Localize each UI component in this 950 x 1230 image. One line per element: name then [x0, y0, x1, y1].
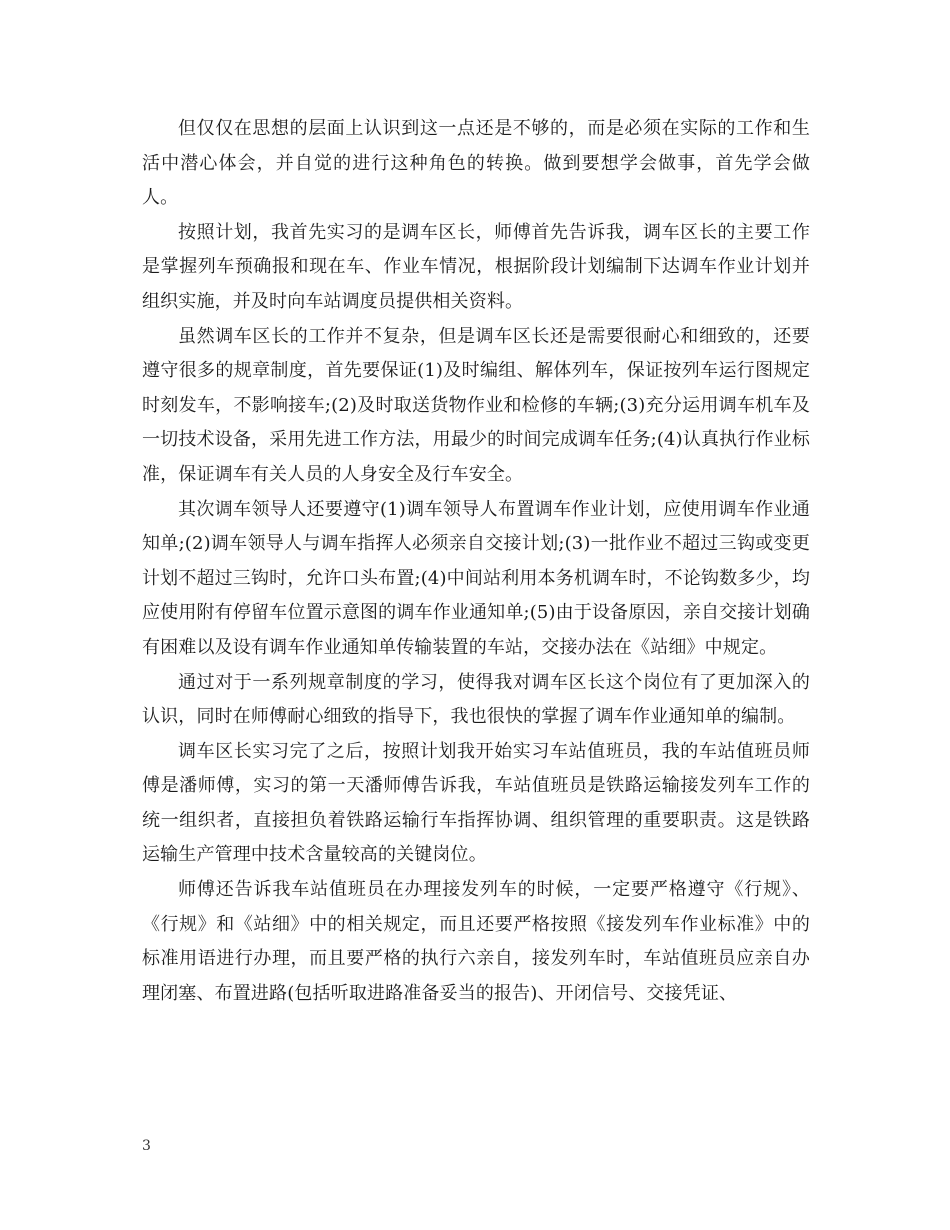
paragraph-6: 调车区长实习完了之后，按照计划我开始实习车站值班员，我的车站值班员师傅是潘师傅，实习的第一天潘师傅告诉我，车站值班员是铁路运输接发列车工作的统一组织者，直接担负着铁路运输行车指挥协调、组织管理的重要职责。这是铁路运输生产管理中技术含量较高的关键岗位。	[142, 740, 810, 866]
paragraph-1: 但仅仅在思想的层面上认识到这一点还是不够的，而是必须在实际的工作和生活中潜心体会，并自觉的进行这种角色的转换。做到要想学会做事，首先学会做人。	[142, 118, 810, 209]
paragraph-5: 通过对于一系列规章制度的学习，使得我对调车区长这个岗位有了更加深入的认识，同时在师傅耐心细致的指导下，我也很快的掌握了调车作业通知单的编制。	[142, 671, 810, 728]
document-body	[142, 112, 810, 1011]
paragraph-7: 师傅还告诉我车站值班员在办理接发列车的时候，一定要严格遵守《行规》、《行规》和《站细》中的相关规定，而且还要严格按照《接发列车作业标准》中的标准用语进行办理，而且要严格的执行六亲自，接发列车时，车站值班员应亲自办理闭塞、布置进路(包括听取进路准备妥当的报告)、开闭信号、交接凭证、	[142, 879, 810, 1004]
paragraph-4: 其次调车领导人还要遵守(1)调车领导人布置调车作业计划，应使用调车作业通知单;(2)调车领导人与调车指挥人必须亲自交接计划;(3)一批作业不超过三钩或变更计划不超过三钩时，允许口头布置;(4)中间站利用本务机调车时，不论钩数多少，均应使用附有停留车位置示意图的调车作业通知单;(5)由于设备原因，亲自交接计划确有困难以及设有调车作业通知单传输装置的车站，交接办法在《站细》中规定。	[142, 498, 810, 658]
paragraph-3: 虽然调车区长的工作并不复杂，但是调车区长还是需要很耐心和细致的，还要遵守很多的规章制度，首先要保证(1)及时编组、解体列车，保证按列车运行图规定时刻发车，不影响接车;(2)及时取送货物作业和检修的车辆;(3)充分运用调车机车及一切技术设备，采用先进工作方法，用最少的时间完成调车任务;(4)认真执行作业标准，保证调车有关人员的人身安全及行车安全。	[142, 325, 810, 485]
paragraph-2: 按照计划，我首先实习的是调车区长，师傅首先告诉我，调车区长的主要工作是掌握列车预确报和现在车、作业车情况，根据阶段计划编制下达调车作业计划并组织实施，并及时向车站调度员提供相关资料。	[142, 221, 810, 312]
page-number: 3	[142, 1138, 151, 1154]
